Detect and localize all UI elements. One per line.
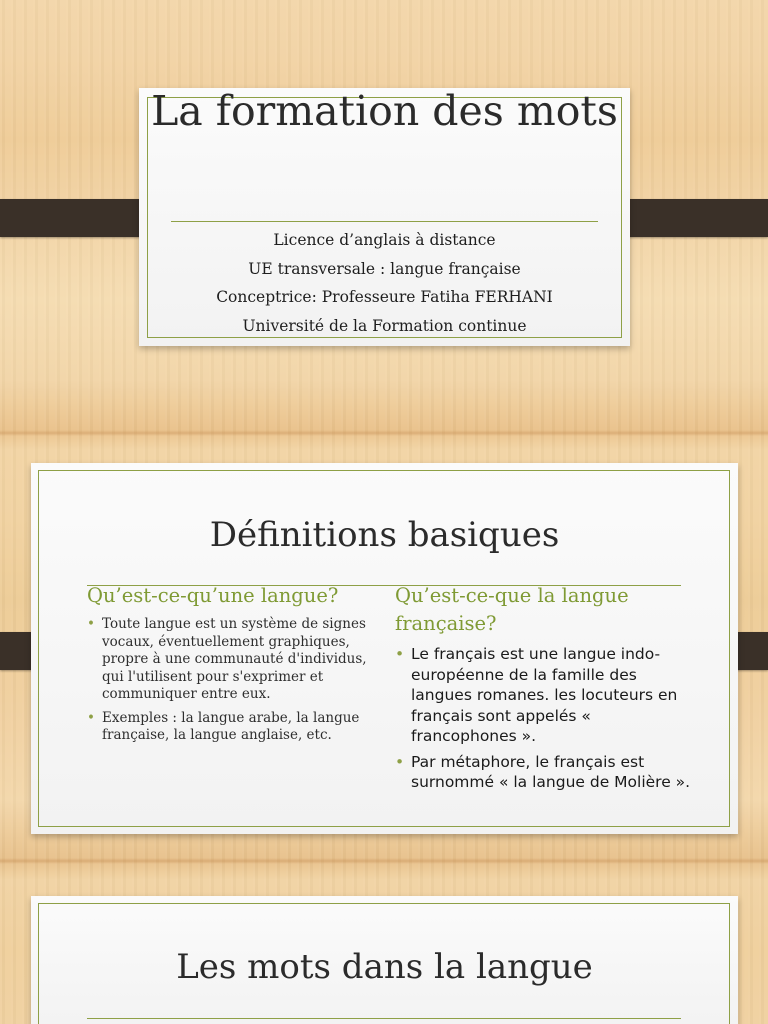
slide-subtitle xyxy=(139,226,630,340)
wood-grain-line xyxy=(0,430,768,436)
wood-grain-line xyxy=(0,858,768,864)
tape-strip-right xyxy=(613,199,768,237)
list-item xyxy=(395,752,695,793)
subtitle-line: UE transversale : langue française xyxy=(248,259,521,278)
subtitle-line: Licence d’anglais à distance xyxy=(273,231,496,249)
title-divider xyxy=(87,1018,681,1019)
list-item-text: Toute langue est un système de signes vocaux, éventuellement graphiques, propre à une communauté d'individus, qui l'utilisent pour s'exprimer et communiquer entre eux. xyxy=(102,616,367,702)
slide-title: Les mots dans la langue xyxy=(176,947,593,987)
left-column xyxy=(87,582,377,751)
list-item xyxy=(87,616,377,704)
slide-title: La formation des mots xyxy=(151,87,618,135)
list-item-text: Le français est une langue indo-européenne de la famille des langues romanes. les locuteurs en français sont appelés « francophones ». xyxy=(411,645,678,745)
tape-strip-left xyxy=(0,199,156,237)
bullet-icon: • xyxy=(87,616,95,632)
subtitle-line: Conceptrice: Professeure Fatiha FERHANI xyxy=(216,288,553,306)
list-item-text: Exemples : la langue arabe, la langue française, la langue anglaise, etc. xyxy=(102,709,360,743)
column-heading: Qu’est-ce-qu’une langue? xyxy=(87,584,339,607)
list-item-text: Par métaphore, le français est surnommé « la langue de Molière ». xyxy=(411,752,691,791)
list-item xyxy=(87,710,377,745)
bullet-icon: • xyxy=(395,752,405,771)
bullet-icon: • xyxy=(395,645,405,663)
column-heading: Qu’est-ce-que la langue française? xyxy=(395,584,629,635)
words-slide xyxy=(31,896,738,1024)
title-slide xyxy=(139,88,630,346)
subtitle-line: Université de la Formation continue xyxy=(242,316,527,335)
bullet-icon: • xyxy=(87,709,95,726)
slide-title: Définitions basiques xyxy=(209,515,560,555)
definitions-slide xyxy=(31,463,738,834)
right-column xyxy=(395,582,695,798)
title-divider xyxy=(171,221,598,222)
bullet-list xyxy=(395,644,695,793)
bullet-list xyxy=(87,616,377,745)
list-item xyxy=(395,644,695,747)
